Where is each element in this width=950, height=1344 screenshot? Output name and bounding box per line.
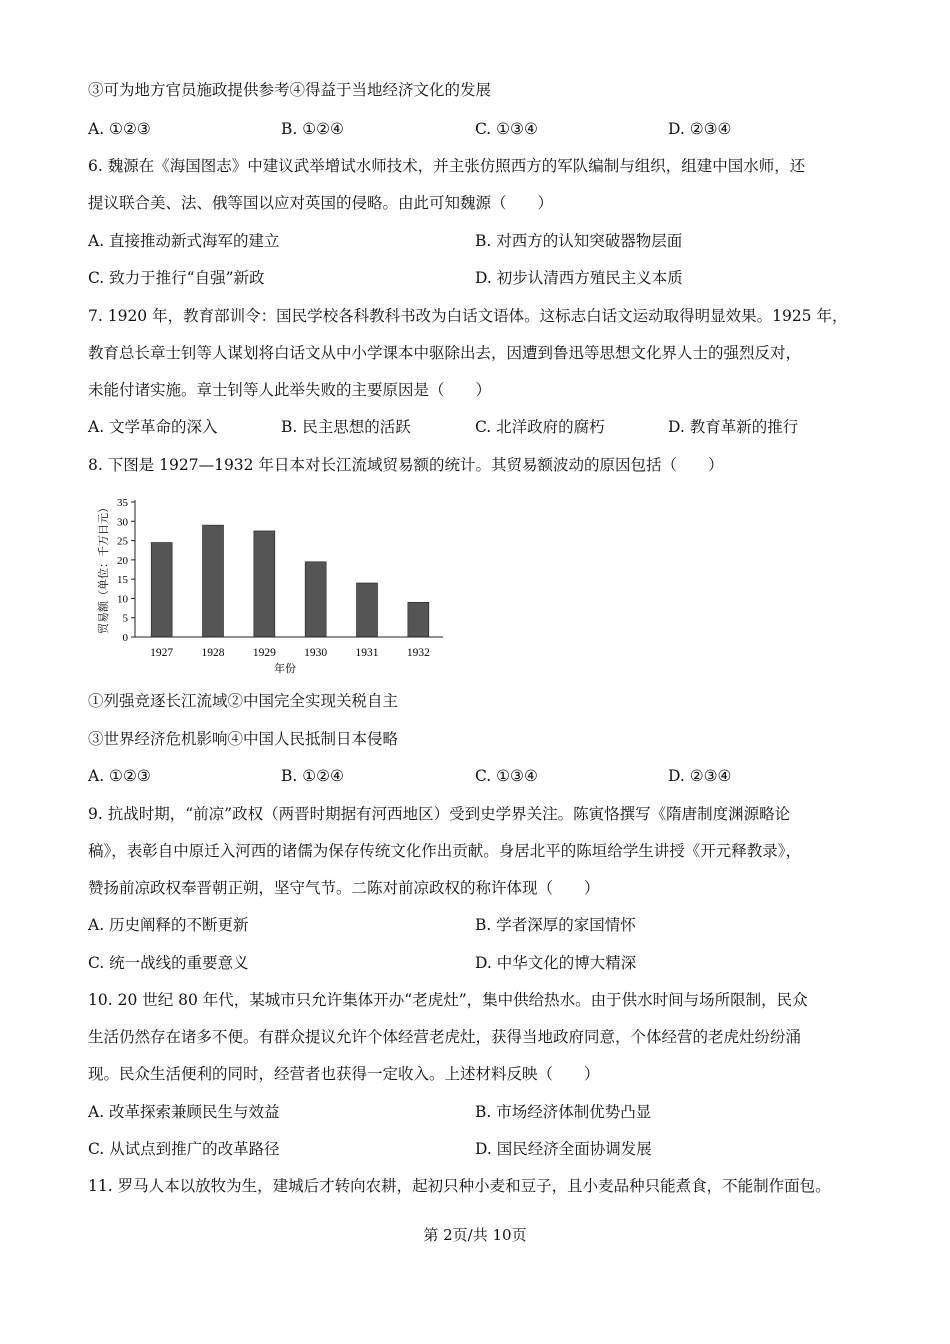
- q5-option-d: D. ②③④: [668, 120, 732, 138]
- bar-1931: [357, 583, 378, 637]
- x-tick-label: 1932: [406, 647, 430, 659]
- y-tick-label: 5: [122, 612, 128, 625]
- q7-option-b: B. 民主思想的活跃: [281, 418, 411, 436]
- y-tick-label: 30: [117, 516, 128, 529]
- q6-option-c: C. 致力于推行“自强”新政: [88, 269, 265, 287]
- q9-option-c: C. 统一战线的重要意义: [88, 954, 249, 972]
- q8-option-c: C. ①③④: [475, 767, 538, 785]
- q7-option-c: C. 北洋政府的腐朽: [475, 418, 605, 436]
- q7-stem-line3: 未能付诸实施。章士钊等人此举失败的主要原因是（ ）: [88, 381, 492, 399]
- q10-option-c: C. 从试点到推广的改革路径: [88, 1140, 280, 1158]
- q6-option-a: A. 直接推动新式海军的建立: [88, 232, 280, 250]
- q8-statements-1: ①列强竞逐长江流域②中国完全实现关税自主: [88, 692, 399, 710]
- q5-option-a: A. ①②③: [88, 120, 151, 138]
- y-tick-label: 0: [122, 632, 128, 644]
- q8-statements-2: ③世界经济危机影响④中国人民抵制日本侵略: [88, 730, 399, 748]
- q7-option-a: A. 文学革命的深入: [88, 418, 218, 436]
- q8-option-a: A. ①②③: [88, 767, 151, 785]
- page-number: 第 2页/共 10页: [423, 1226, 527, 1244]
- trade-bar-chart: [85, 490, 455, 680]
- q5-option-b: B. ①②④: [281, 120, 344, 138]
- y-tick-label: 20: [117, 554, 128, 567]
- chart-xlabel: 年份: [274, 663, 296, 675]
- q10-option-b: B. 市场经济体制优势凸显: [475, 1103, 652, 1121]
- q9-option-a: A. 历史阐释的不断更新: [88, 916, 249, 934]
- q7-stem-line2: 教育总长章士钊等人谋划将白话文从中小学课本中驱除出去，因遭到鲁迅等思想文化界人士的强烈反对，: [88, 344, 802, 362]
- y-tick-label: 10: [117, 593, 128, 606]
- bar-1932: [408, 602, 429, 637]
- q6-stem-line1: 6. 魏源在《海国图志》中建议武举增试水师技术，并主张仿照西方的军队编制与组织，组建中国水师，还: [88, 157, 806, 175]
- x-tick-label: 1928: [201, 647, 225, 659]
- bar-1930: [305, 562, 326, 637]
- q7-option-d: D. 教育革新的推行: [668, 418, 799, 436]
- q10-stem-line3: 现。民众生活便利的同时，经营者也获得一定收入。上述材料反映（ ）: [88, 1065, 600, 1083]
- bar-1929: [254, 531, 275, 637]
- q9-option-b: B. 学者深厚的家国情怀: [475, 916, 636, 934]
- chart-ylabel: 贸易额（单位：千万日元）: [98, 502, 110, 634]
- q10-stem-line2: 生活仍然存在诸多不便。有群众提议允许个体经营老虎灶，获得当地政府同意，个体经营的老虎灶纷纷涌: [88, 1028, 802, 1046]
- x-tick-label: 1931: [355, 647, 379, 659]
- q8-option-d: D. ②③④: [668, 767, 732, 785]
- q9-stem-line2: 稿》，表彰自中原迁入河西的诸儒为保存传统文化作出贡献。身居北平的陈垣给学生讲授《开元释教录》，: [88, 842, 802, 860]
- q8-stem: 8. 下图是 1927—1932 年日本对长江流域贸易额的统计。其贸易额波动的原因包括（ ）: [88, 456, 724, 474]
- q10-option-d: D. 国民经济全面协调发展: [475, 1140, 652, 1158]
- q10-stem-line1: 10. 20 世纪 80 年代，某城市只允许集体开办“老虎灶”，集中供给热水。由于供水时间与场所限制，民众: [88, 991, 808, 1009]
- y-tick-label: 15: [117, 574, 128, 587]
- y-tick-label: 25: [117, 535, 128, 548]
- x-tick-label: 1929: [252, 647, 276, 659]
- q9-stem-line3: 赞扬前凉政权奉晋朝正朔，坚守气节。二陈对前凉政权的称许体现（ ）: [88, 879, 600, 897]
- q9-stem-line1: 9. 抗战时期，“前凉”政权（两晋时期据有河西地区）受到史学界关注。陈寅恪撰写《隋唐制度渊源略论: [88, 805, 791, 823]
- x-tick-label: 1930: [304, 647, 328, 659]
- bar-1928: [203, 525, 224, 637]
- q11-stem-line1: 11. 罗马人本以放牧为生，建城后才转向农耕，起初只种小麦和豆子，且小麦品种只能煮食，不能制作面包。: [88, 1177, 831, 1195]
- y-tick-label: 35: [117, 497, 128, 509]
- bar-1927: [151, 543, 172, 638]
- q10-option-a: A. 改革探索兼顾民生与效益: [88, 1103, 280, 1121]
- q6-stem-line2: 提议联合美、法、俄等国以应对英国的侵略。由此可知魏源（ ）: [88, 194, 554, 212]
- q5-statements: ③可为地方官员施政提供参考④得益于当地经济文化的发展: [88, 81, 492, 99]
- x-tick-label: 1927: [150, 647, 174, 659]
- q7-stem-line1: 7. 1920 年，教育部训令：国民学校各科教科书改为白话文语体。这标志白话文运动取得明显效果。1925 年，: [88, 307, 848, 325]
- q9-option-d: D. 中华文化的博大精深: [475, 954, 637, 972]
- q5-option-c: C. ①③④: [475, 120, 538, 138]
- q6-option-b: B. 对西方的认知突破器物层面: [475, 232, 683, 250]
- q8-option-b: B. ①②④: [281, 767, 344, 785]
- q6-option-d: D. 初步认清西方殖民主义本质: [475, 269, 683, 287]
